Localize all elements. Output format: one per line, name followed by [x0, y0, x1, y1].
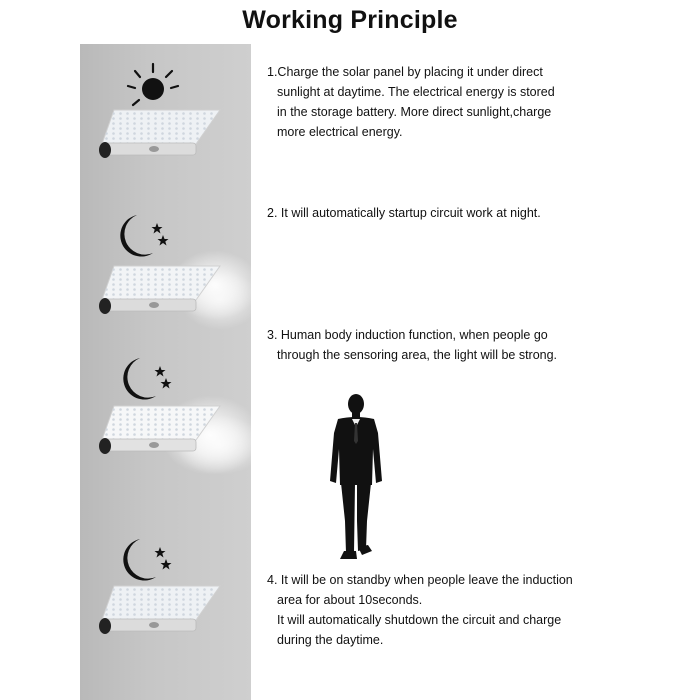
sun-icon — [126, 58, 182, 110]
step-line: area for about 10seconds. — [277, 593, 423, 607]
step-line: 3. Human body induction function, when people go — [267, 328, 548, 342]
step-line: 2. It will automatically startup circuit work at night. — [267, 206, 541, 220]
lamp-icon — [96, 582, 222, 640]
lamp-icon — [96, 262, 222, 320]
step-line: in the storage battery. More direct sunlight,charge — [277, 105, 552, 119]
lamp-icon — [96, 106, 222, 164]
lamp-icon — [96, 402, 222, 460]
moon-stars-icon — [118, 356, 178, 402]
step-line: 1.Charge the solar panel by placing it under direct — [267, 65, 543, 79]
step-line: It will automatically shutdown the circuit and charge — [277, 613, 562, 627]
step-line: sunlight at daytime. The electrical energy is stored — [277, 85, 555, 99]
step-line: through the sensoring area, the light will be strong. — [277, 348, 558, 362]
step-3-text — [267, 325, 557, 365]
step-2-text — [267, 203, 541, 223]
moon-stars-icon — [115, 213, 175, 259]
person-silhouette — [326, 393, 386, 565]
step-line: 4. It will be on standby when people leave the induction — [267, 573, 573, 587]
step-4-text — [267, 570, 573, 650]
step-line: during the daytime. — [277, 633, 384, 647]
step-line: more electrical energy. — [277, 125, 403, 139]
moon-stars-icon — [118, 537, 178, 583]
page-title: Working Principle — [242, 6, 458, 34]
step-1-text — [267, 62, 555, 142]
